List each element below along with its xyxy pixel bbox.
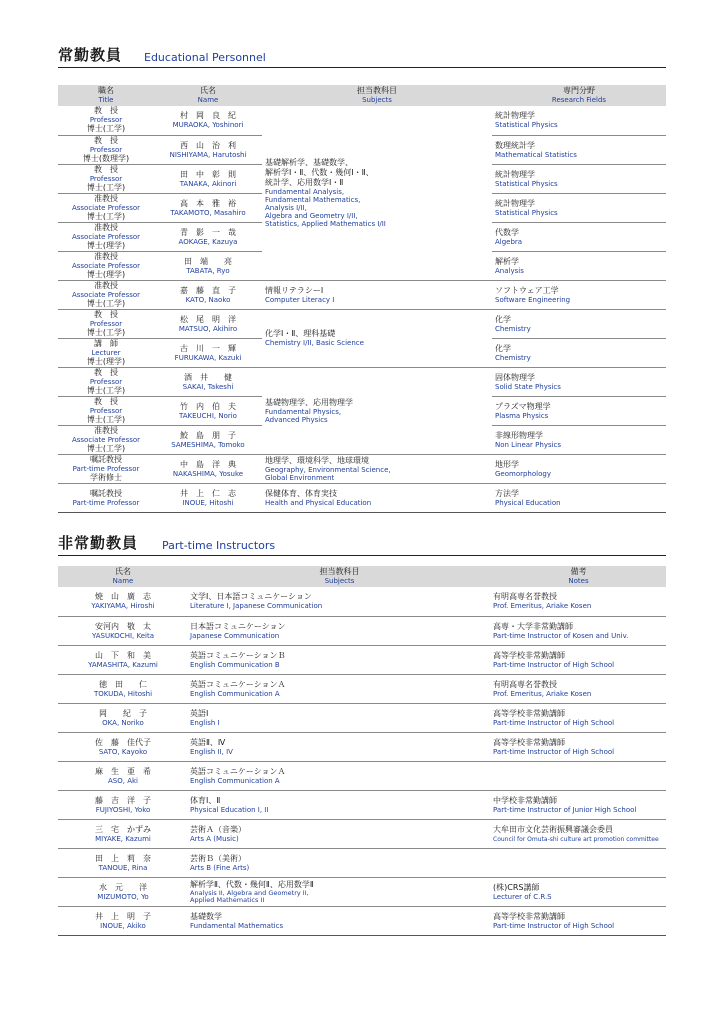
- table-row: [58, 645, 666, 674]
- research-field-cell: プラズマ物理学 Plasma Physics: [492, 396, 666, 425]
- col-subjects: 担当教科目 Subjects: [262, 85, 492, 106]
- notes-cell: 高等学校非常勤講師 Part-time Instructor of High School: [491, 906, 666, 935]
- title-cell: 嘱託教授 Part-time Professor: [58, 483, 154, 512]
- name-cell: 焼 山 廣 志 YAKIYAMA, Hiroshi: [58, 587, 188, 616]
- research-field-cell: 統計物理学 Statistical Physics: [492, 193, 666, 222]
- name-cell: 青 影 一 哉 AOKAGE, Kazuya: [154, 222, 262, 251]
- section-header-educational: [58, 48, 666, 68]
- subject-cell: 英語コミュニケーションＡ English Communication A: [188, 761, 491, 790]
- section-title-en: Educational Personnel: [144, 51, 266, 64]
- col-name: 氏名 Name: [58, 566, 188, 587]
- table-row: [58, 761, 666, 790]
- subjects-computer-literacy: 情報リテラシーⅠ Computer Literacy I: [262, 280, 492, 309]
- table-header-row: [58, 566, 666, 587]
- table-row: [58, 703, 666, 732]
- title-cell: 准教授 Associate Professor 博士(工学): [58, 280, 154, 309]
- section-header-parttime: [58, 536, 666, 556]
- title-cell: 教 授 Professor 博士(工学): [58, 309, 154, 338]
- subject-cell: 芸術Ｂ（美術） Arts B (Fine Arts): [188, 848, 491, 877]
- subject-cell: 文学Ⅰ、日本語コミュニケーション Literature I, Japanese Communication: [188, 587, 491, 616]
- research-field-cell: ソフトウェア工学 Software Engineering: [492, 280, 666, 309]
- col-name: 氏名 Name: [154, 85, 262, 106]
- name-cell: 麻 生 亜 希 ASO, Aki: [58, 761, 188, 790]
- research-field-cell: 方法学 Physical Education: [492, 483, 666, 512]
- table-row: [58, 848, 666, 877]
- table-row: [58, 906, 666, 935]
- research-field-cell: 解析学 Analysis: [492, 251, 666, 280]
- research-field-cell: 代数学 Algebra: [492, 222, 666, 251]
- name-cell: 酒 井 健 SAKAI, Takeshi: [154, 367, 262, 396]
- name-cell: 松 尾 明 洋 MATSUO, Akihiro: [154, 309, 262, 338]
- name-cell: 佐 藤 佳代子 SATO, Kayoko: [58, 732, 188, 761]
- section-title-jp: 常勤教員: [58, 46, 123, 64]
- name-cell: 田 端 亮 TABATA, Ryo: [154, 251, 262, 280]
- notes-cell: (株)CRS講師 Lecturer of C.R.S: [491, 877, 666, 906]
- research-field-cell: 数理統計学 Mathematical Statistics: [492, 135, 666, 164]
- title-cell: 教 授 Professor 博士(工学): [58, 367, 154, 396]
- table-row: [58, 454, 666, 483]
- subject-cell: 芸術Ａ（音楽） Arts A (Music): [188, 819, 491, 848]
- col-title: 職名 Title: [58, 85, 154, 106]
- research-field-cell: 地形学 Geomorphology: [492, 454, 666, 483]
- title-cell: 教 授 Professor 博士(工学): [58, 396, 154, 425]
- subject-cell: 解析学Ⅱ、代数・幾何Ⅱ、応用数学Ⅱ Analysis II, Algebra and Geometry II, Applied Mathematics II: [188, 877, 491, 906]
- table-row: [58, 877, 666, 906]
- notes-cell: 中学校非常勤講師 Part-time Instructor of Junior High School: [491, 790, 666, 819]
- subject-cell: 基礎数学 Fundamental Mathematics: [188, 906, 491, 935]
- name-cell: 高 本 雅 裕 TAKAMOTO, Masahiro: [154, 193, 262, 222]
- research-field-cell: 化学 Chemistry: [492, 338, 666, 367]
- notes-cell: 有明高専名誉教授 Prof. Emeritus, Ariake Kosen: [491, 587, 666, 616]
- notes-cell: 大牟田市文化芸術振興審議会委員 Council for Omuta-shi culture art promotion committee: [491, 819, 666, 848]
- name-cell: 田 中 彰 則 TANAKA, Akinori: [154, 164, 262, 193]
- title-cell: 嘱託教授 Part-time Professor 学術修士: [58, 454, 154, 483]
- title-cell: 准教授 Associate Professor 博士(工学): [58, 193, 154, 222]
- table-row: [58, 674, 666, 703]
- research-field-cell: 化学 Chemistry: [492, 309, 666, 338]
- subject-cell: 体育Ⅰ、Ⅱ Physical Education I, II: [188, 790, 491, 819]
- subjects-mathematics: 基礎解析学、基礎数学、 解析学Ⅰ・Ⅱ、代数・幾何Ⅰ・Ⅱ、 統計学、応用数学Ⅰ・Ⅱ Fundamental Analysis, Fundamental Mathematics, Analysis I/II, Algebra and Geometry I/II, Statistics, Applied Mathematics I/II: [262, 106, 492, 280]
- name-cell: 山 下 和 美 YAMASHITA, Kazumi: [58, 645, 188, 674]
- table-row: [58, 280, 666, 309]
- name-cell: 中 島 洋 典 NAKASHIMA, Yosuke: [154, 454, 262, 483]
- table-row: [58, 309, 666, 338]
- name-cell: 西 山 治 利 NISHIYAMA, Harutoshi: [154, 135, 262, 164]
- notes-cell: 有明高専名誉教授 Prof. Emeritus, Ariake Kosen: [491, 674, 666, 703]
- name-cell: 田 上 莉 奈 TANOUE, Rina: [58, 848, 188, 877]
- col-subjects: 担当教科目 Subjects: [188, 566, 491, 587]
- notes-cell: [491, 761, 666, 790]
- subjects-physical-education: 保健体育、体育実技 Health and Physical Education: [262, 483, 492, 512]
- notes-cell: 高等学校非常勤講師 Part-time Instructor of High School: [491, 732, 666, 761]
- name-cell: 藤 吉 洋 子 FUJIYOSHI, Yoko: [58, 790, 188, 819]
- name-cell: 竹 内 伯 夫 TAKEUCHI, Norio: [154, 396, 262, 425]
- table-row: [58, 367, 666, 396]
- educational-personnel-table: [58, 85, 666, 513]
- name-cell: 水 元 洋 MIZUMOTO, Yo: [58, 877, 188, 906]
- name-cell: 三 宅 かずみ MIYAKE, Kazumi: [58, 819, 188, 848]
- subject-cell: 日本語コミュニケーション Japanese Communication: [188, 616, 491, 645]
- name-cell: 嘉 藤 直 子 KATO, Naoko: [154, 280, 262, 309]
- name-cell: 鮫 島 朋 子 SAMESHIMA, Tomoko: [154, 425, 262, 454]
- col-notes: 備考 Notes: [491, 566, 666, 587]
- subject-cell: 英語コミュニケーションＢ English Communication B: [188, 645, 491, 674]
- title-cell: 教 授 Professor 博士(工学): [58, 164, 154, 193]
- subjects-geography: 地理学、環境科学、地球環境 Geography, Environmental Science, Global Environment: [262, 454, 492, 483]
- col-fields: 専門分野 Research Fields: [492, 85, 666, 106]
- name-cell: 安河内 敬 太 YASUKOCHI, Keita: [58, 616, 188, 645]
- name-cell: 岡 紀 子 OKA, Noriko: [58, 703, 188, 732]
- title-cell: 准教授 Associate Professor 博士(理学): [58, 251, 154, 280]
- title-cell: 准教授 Associate Professor 博士(工学): [58, 425, 154, 454]
- name-cell: 井 上 仁 志 INOUE, Hitoshi: [154, 483, 262, 512]
- research-field-cell: 非線形物理学 Non Linear Physics: [492, 425, 666, 454]
- table-row: [58, 587, 666, 616]
- subject-cell: 英語Ⅰ English I: [188, 703, 491, 732]
- table-row: [58, 819, 666, 848]
- table-row: [58, 483, 666, 512]
- title-cell: 講 師 Lecturer 博士(理学): [58, 338, 154, 367]
- table-row: [58, 616, 666, 645]
- notes-cell: 高等学校非常勤講師 Part-time Instructor of High School: [491, 703, 666, 732]
- table-header-row: [58, 85, 666, 106]
- part-time-instructors-table: [58, 566, 666, 936]
- name-cell: 井 上 明 子 INOUE, Akiko: [58, 906, 188, 935]
- name-cell: 古 川 一 輝 FURUKAWA, Kazuki: [154, 338, 262, 367]
- name-cell: 村 岡 良 紀 MURAOKA, Yoshinori: [154, 106, 262, 135]
- title-cell: 教 授 Professor 博士(数理学): [58, 135, 154, 164]
- notes-cell: [491, 848, 666, 877]
- research-field-cell: 統計物理学 Statistical Physics: [492, 106, 666, 135]
- title-cell: 准教授 Associate Professor 博士(理学): [58, 222, 154, 251]
- name-cell: 徳 田 仁 TOKUDA, Hitoshi: [58, 674, 188, 703]
- title-cell: 教 授 Professor 博士(工学): [58, 106, 154, 135]
- table-row: [58, 732, 666, 761]
- research-field-cell: 統計物理学 Statistical Physics: [492, 164, 666, 193]
- table-row: [58, 790, 666, 819]
- section-title-jp: 非常勤教員: [58, 534, 139, 552]
- table-row: [58, 106, 666, 135]
- subject-cell: 英語Ⅱ、Ⅳ English II, IV: [188, 732, 491, 761]
- subjects-chemistry: 化学Ⅰ・Ⅱ、理科基礎 Chemistry I/II, Basic Science: [262, 309, 492, 367]
- research-field-cell: 固体物理学 Solid State Physics: [492, 367, 666, 396]
- section-title-en: Part-time Instructors: [162, 539, 276, 552]
- subject-cell: 英語コミュニケーションＡ English Communication A: [188, 674, 491, 703]
- notes-cell: 高等学校非常勤講師 Part-time Instructor of High School: [491, 645, 666, 674]
- notes-cell: 高専・大学非常勤講師 Part-time Instructor of Kosen and Univ.: [491, 616, 666, 645]
- subjects-physics: 基礎物理学、応用物理学 Fundamental Physics, Advanced Physics: [262, 367, 492, 454]
